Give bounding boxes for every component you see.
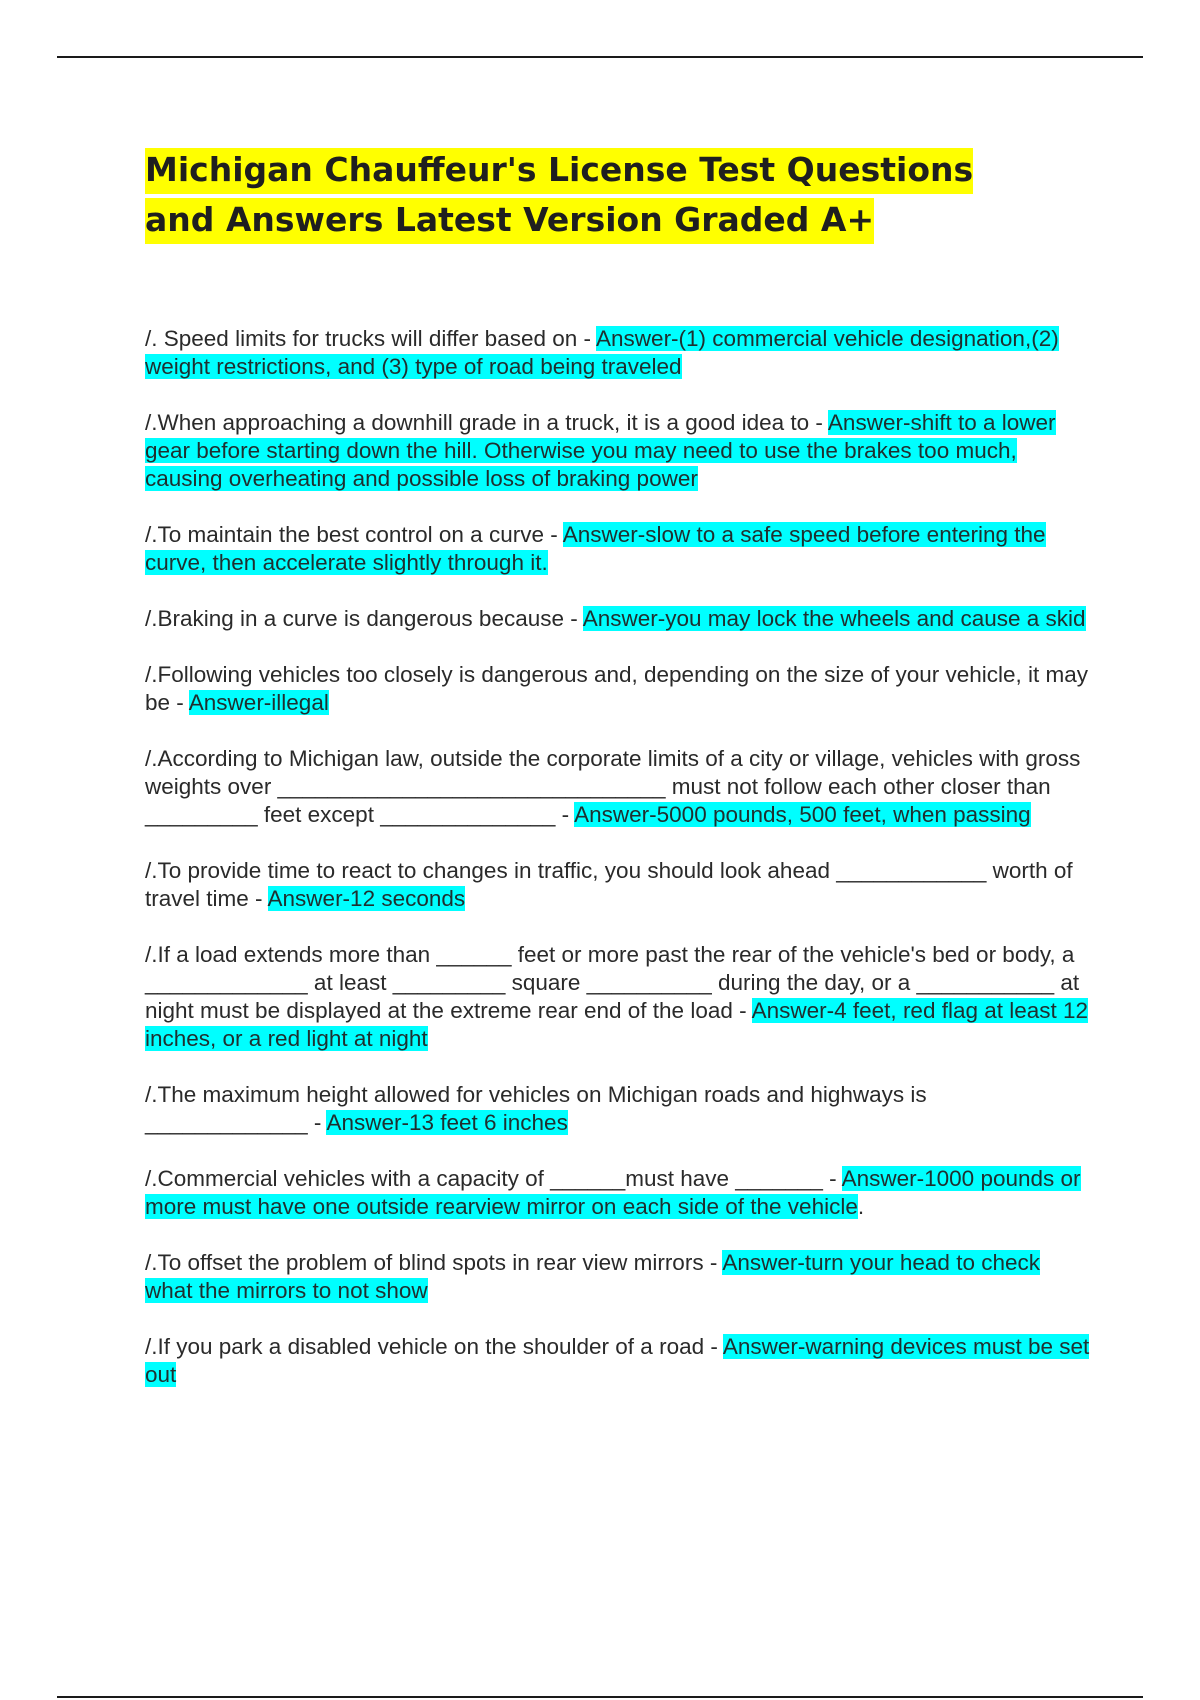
question-text: /.The maximum height allowed for vehicles on Michigan roads and highways is _____________ - — [145, 1082, 927, 1135]
question-text: /.Commercial vehicles with a capacity of ______must have _______ - — [145, 1166, 842, 1191]
qa-item — [145, 857, 1090, 913]
answer-text: Answer-turn your head to check what the mirrors to not show — [145, 1250, 1040, 1303]
question-text: /.If you park a disabled vehicle on the shoulder of a road - — [145, 1334, 723, 1359]
qa-item — [145, 1333, 1090, 1389]
question-text: /.When approaching a downhill grade in a truck, it is a good idea to - — [145, 410, 828, 435]
qa-item — [145, 941, 1090, 1053]
answer-text: Answer-shift to a lower gear before starting down the hill. Otherwise you may need to use the brakes too much, causing overheating and possible loss of braking power — [145, 410, 1056, 491]
answer-tail: . — [857, 1194, 865, 1219]
document-title-text: Michigan Chauffeur's License Test Questions and Answers Latest Version Graded A+ — [145, 148, 973, 244]
qa-item — [145, 409, 1090, 493]
qa-list — [145, 325, 1090, 1417]
answer-text: Answer-(1) commercial vehicle designation,(2) weight restrictions, and (3) type of road being traveled — [145, 326, 1059, 379]
answer-text: Answer-slow to a safe speed before entering the curve, then accelerate slightly through it. — [145, 522, 1046, 575]
qa-item — [145, 745, 1090, 829]
qa-item — [145, 661, 1090, 717]
answer-text: Answer-4 feet, red flag at least 12 inches, or a red light at night — [145, 998, 1089, 1051]
question-text: /.According to Michigan law, outside the corporate limits of a city or village, vehicles with gross weights over _______________________________ must not follow each other closer than _________ feet except ______________ - — [145, 746, 1081, 827]
answer-text: Answer-1000 pounds or more must have one outside rearview mirror on each side of the vehicle — [145, 1166, 1081, 1219]
question-text: /.Following vehicles too closely is dangerous and, depending on the size of your vehicle, it may be - — [145, 662, 1089, 715]
answer-text: Answer-illegal — [188, 690, 329, 715]
qa-item — [145, 1081, 1090, 1137]
document-title — [145, 145, 1045, 245]
question-text: /.Braking in a curve is dangerous because - — [145, 606, 583, 631]
answer-text: Answer-warning devices must be set out — [145, 1334, 1090, 1387]
question-text: /.If a load extends more than ______ feet or more past the rear of the vehicle's bed or body, a _____________ at least _________ square __________ during the day, or a ___________ at night must be displayed at the extreme rear end of the load - — [145, 942, 1080, 1023]
bottom-rule — [57, 1696, 1143, 1698]
answer-text: Answer-12 seconds — [267, 886, 466, 911]
qa-item — [145, 325, 1090, 381]
qa-item — [145, 1249, 1090, 1305]
top-rule — [57, 56, 1143, 58]
question-text: /.To maintain the best control on a curve - — [145, 522, 563, 547]
qa-item — [145, 605, 1090, 633]
answer-text: Answer-you may lock the wheels and cause a skid — [582, 606, 1086, 631]
qa-item — [145, 1165, 1090, 1221]
answer-text: Answer-5000 pounds, 500 feet, when passing — [574, 802, 1031, 827]
question-text: /. Speed limits for trucks will differ based on - — [145, 326, 597, 351]
qa-item — [145, 521, 1090, 577]
question-text: /.To provide time to react to changes in traffic, you should look ahead ____________ worth of travel time - — [145, 858, 1073, 911]
answer-text: Answer-13 feet 6 inches — [326, 1110, 568, 1135]
question-text: /.To offset the problem of blind spots in rear view mirrors - — [145, 1250, 723, 1275]
